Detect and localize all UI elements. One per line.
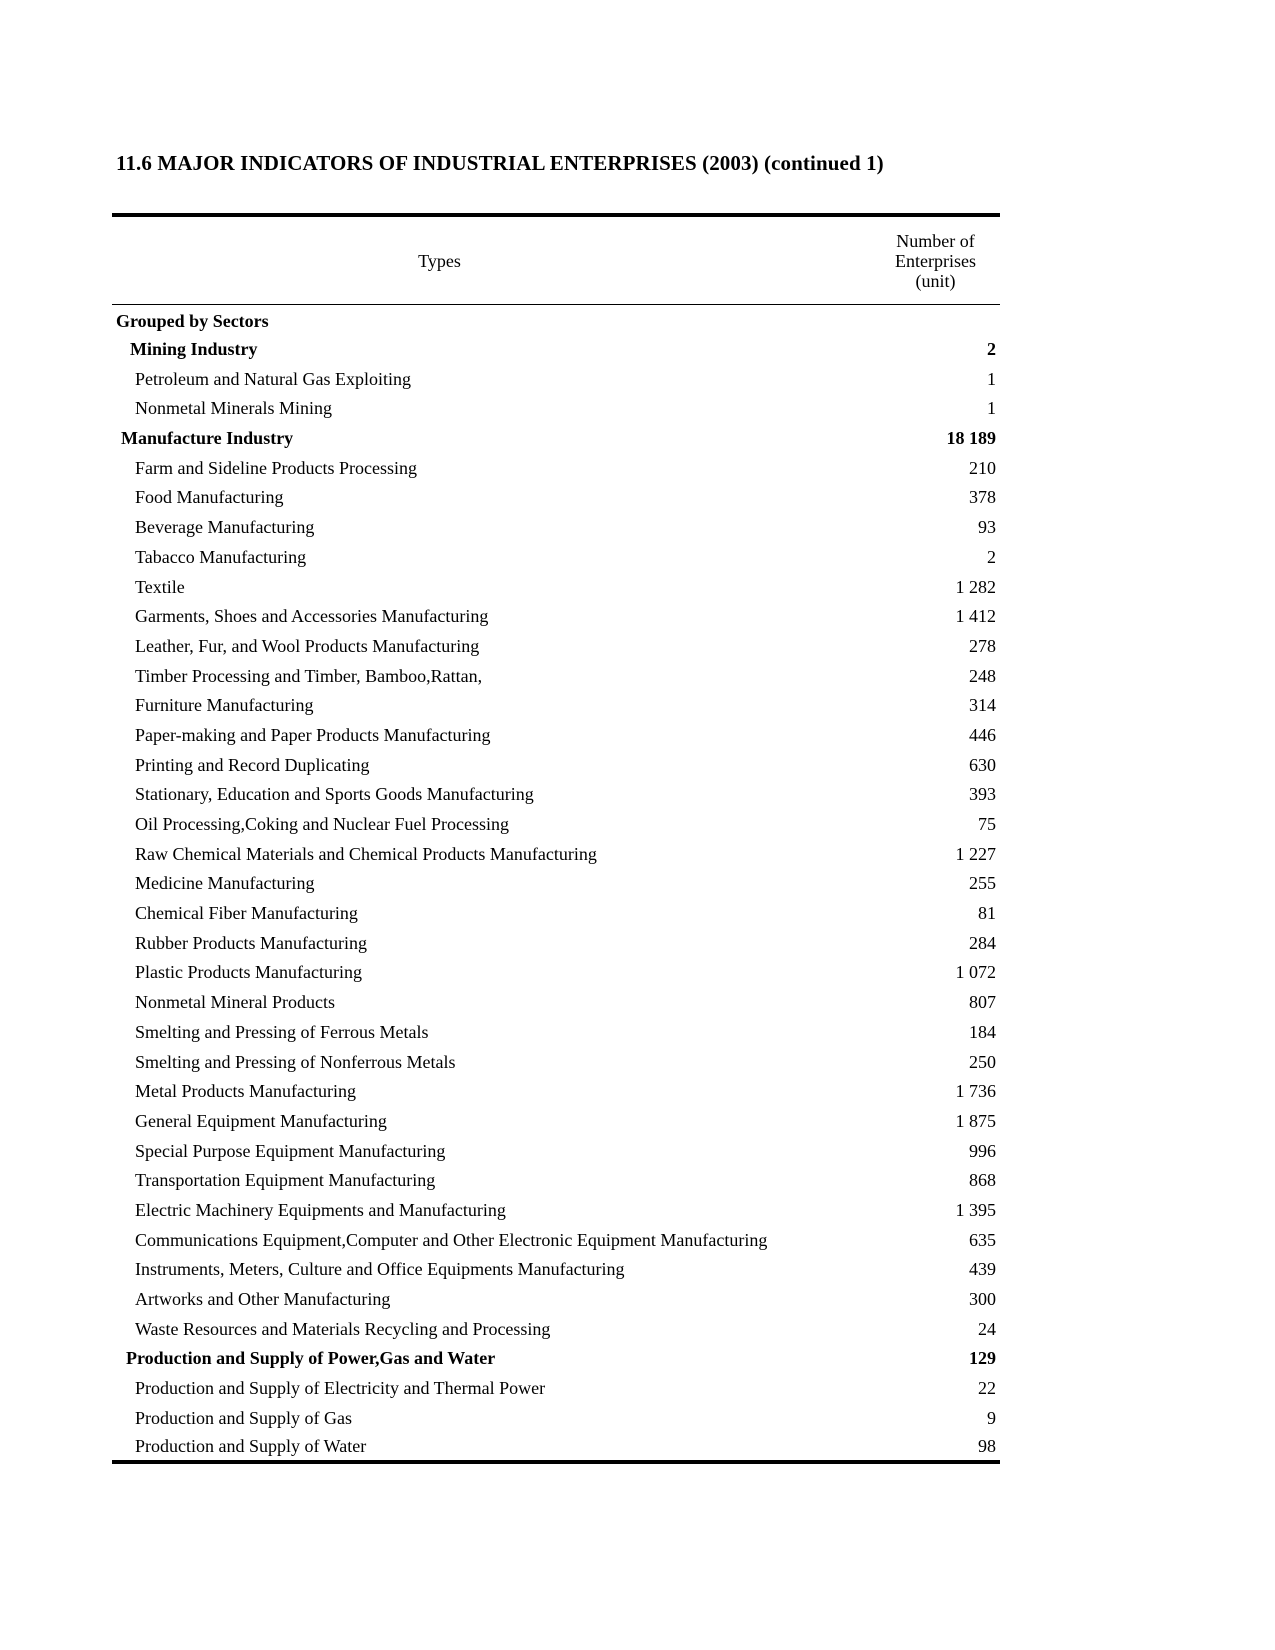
row-value: 630 bbox=[969, 754, 996, 775]
column-header-types: Types bbox=[418, 250, 461, 271]
row-label: Beverage Manufacturing bbox=[135, 517, 315, 538]
row-label: General Equipment Manufacturing bbox=[135, 1110, 387, 1131]
row-value: 255 bbox=[969, 873, 996, 894]
table-row bbox=[112, 631, 1000, 661]
table-row bbox=[112, 1255, 1000, 1285]
table-row bbox=[112, 1017, 1000, 1047]
table-row bbox=[112, 898, 1000, 928]
row-value: 2 bbox=[987, 546, 996, 567]
table-row bbox=[112, 1225, 1000, 1255]
table-row bbox=[112, 1373, 1000, 1403]
row-value: 98 bbox=[978, 1436, 996, 1457]
table-group-row bbox=[112, 334, 1000, 364]
column-header-line: Number of bbox=[896, 230, 975, 251]
row-label: Grouped by Sectors bbox=[116, 310, 269, 331]
row-label: Farm and Sideline Products Processing bbox=[135, 457, 417, 478]
row-label: Production and Supply of Gas bbox=[135, 1407, 352, 1428]
row-label: Furniture Manufacturing bbox=[135, 695, 314, 716]
table-row bbox=[112, 869, 1000, 899]
row-value: 996 bbox=[969, 1140, 996, 1161]
row-value: 807 bbox=[969, 992, 996, 1013]
table-row bbox=[112, 512, 1000, 542]
row-label: Plastic Products Manufacturing bbox=[135, 962, 362, 983]
column-header-enterprises bbox=[867, 215, 1000, 305]
row-label: Timber Processing and Timber, Bamboo,Rattan, bbox=[135, 665, 483, 686]
row-label: Special Purpose Equipment Manufacturing bbox=[135, 1140, 446, 1161]
table-row bbox=[112, 364, 1000, 394]
table-row bbox=[112, 839, 1000, 869]
table-row bbox=[112, 987, 1000, 1017]
row-label: Mining Industry bbox=[130, 339, 258, 360]
table-row bbox=[112, 750, 1000, 780]
table-row bbox=[112, 542, 1000, 572]
row-label: Metal Products Manufacturing bbox=[135, 1081, 356, 1102]
row-value: 250 bbox=[969, 1051, 996, 1072]
row-label: Chemical Fiber Manufacturing bbox=[135, 903, 358, 924]
row-value: 1 412 bbox=[955, 606, 996, 627]
row-value: 868 bbox=[969, 1170, 996, 1191]
row-label: Production and Supply of Electricity and Thermal Power bbox=[135, 1378, 546, 1399]
row-label: Nonmetal Mineral Products bbox=[135, 992, 335, 1013]
row-label: Transportation Equipment Manufacturing bbox=[135, 1170, 436, 1191]
row-label: Food Manufacturing bbox=[135, 487, 284, 508]
row-label: Nonmetal Minerals Mining bbox=[135, 398, 332, 419]
row-value: 1 072 bbox=[955, 962, 996, 983]
table-row bbox=[112, 661, 1000, 691]
row-label: Manufacture Industry bbox=[121, 428, 294, 449]
column-header-line: Enterprises bbox=[895, 250, 976, 271]
row-value: 1 bbox=[987, 368, 996, 389]
row-value: 1 282 bbox=[955, 576, 996, 597]
row-value: 439 bbox=[969, 1259, 996, 1280]
row-value: 75 bbox=[978, 814, 996, 835]
row-label: Instruments, Meters, Culture and Office Equipments Manufacturing bbox=[135, 1259, 625, 1280]
row-label: Production and Supply of Water bbox=[135, 1436, 367, 1457]
table-row bbox=[112, 1403, 1000, 1433]
table-row bbox=[112, 1136, 1000, 1166]
row-value bbox=[867, 305, 1000, 335]
row-label: Petroleum and Natural Gas Exploiting bbox=[135, 368, 411, 389]
row-value: 378 bbox=[969, 487, 996, 508]
row-value: 129 bbox=[969, 1348, 996, 1369]
row-value: 210 bbox=[969, 457, 996, 478]
table-row bbox=[112, 601, 1000, 631]
row-value: 1 bbox=[987, 398, 996, 419]
row-label: Medicine Manufacturing bbox=[135, 873, 315, 894]
table-group-row bbox=[112, 305, 1000, 335]
row-label: Production and Supply of Power,Gas and Water bbox=[126, 1348, 496, 1369]
row-label: Raw Chemical Materials and Chemical Products Manufacturing bbox=[135, 843, 597, 864]
row-value: 1 227 bbox=[955, 843, 996, 864]
row-value: 446 bbox=[969, 724, 996, 745]
table-row bbox=[112, 928, 1000, 958]
row-label: Oil Processing,Coking and Nuclear Fuel Processing bbox=[135, 814, 509, 835]
row-value: 393 bbox=[969, 784, 996, 805]
row-label: Stationary, Education and Sports Goods Manufacturing bbox=[135, 784, 534, 805]
column-header-line: (unit) bbox=[915, 270, 956, 291]
row-value: 2 bbox=[987, 339, 996, 360]
table-row bbox=[112, 1076, 1000, 1106]
row-value: 1 395 bbox=[955, 1199, 996, 1220]
row-value: 284 bbox=[969, 932, 996, 953]
row-value: 635 bbox=[969, 1229, 996, 1250]
table-row bbox=[112, 690, 1000, 720]
row-value: 1 875 bbox=[955, 1110, 996, 1131]
table-row bbox=[112, 958, 1000, 988]
table-row bbox=[112, 1165, 1000, 1195]
row-value: 18 189 bbox=[946, 428, 996, 449]
row-value: 93 bbox=[978, 517, 996, 538]
row-value: 1 736 bbox=[955, 1081, 996, 1102]
row-label: Printing and Record Duplicating bbox=[135, 754, 370, 775]
row-label: Waste Resources and Materials Recycling and Processing bbox=[135, 1318, 551, 1339]
row-label: Communications Equipment,Computer and Other Electronic Equipment Manufacturing bbox=[135, 1229, 768, 1250]
row-label: Artworks and Other Manufacturing bbox=[135, 1289, 391, 1310]
table-row bbox=[112, 483, 1000, 513]
row-label: Smelting and Pressing of Ferrous Metals bbox=[135, 1021, 429, 1042]
row-value: 184 bbox=[969, 1021, 996, 1042]
row-value: 300 bbox=[969, 1289, 996, 1310]
row-label: Smelting and Pressing of Nonferrous Metals bbox=[135, 1051, 456, 1072]
table-row bbox=[112, 720, 1000, 750]
row-label: Leather, Fur, and Wool Products Manufacturing bbox=[135, 635, 480, 656]
table-row bbox=[112, 572, 1000, 602]
row-value: 9 bbox=[987, 1407, 996, 1428]
table-row bbox=[112, 1106, 1000, 1136]
page-title: 11.6 MAJOR INDICATORS OF INDUSTRIAL ENTERPRISES (2003) (continued 1) bbox=[116, 151, 884, 175]
table-row bbox=[112, 809, 1000, 839]
row-value: 24 bbox=[978, 1318, 996, 1339]
table-row bbox=[112, 1433, 1000, 1463]
table-header bbox=[112, 215, 1000, 305]
row-value: 314 bbox=[969, 695, 996, 716]
table-row bbox=[112, 453, 1000, 483]
row-label: Rubber Products Manufacturing bbox=[135, 932, 367, 953]
table-row bbox=[112, 1195, 1000, 1225]
row-value: 22 bbox=[978, 1378, 996, 1399]
row-label: Garments, Shoes and Accessories Manufacturing bbox=[135, 606, 489, 627]
table-row bbox=[112, 1314, 1000, 1344]
table-group-row bbox=[112, 1344, 1000, 1374]
row-label: Electric Machinery Equipments and Manufacturing bbox=[135, 1199, 506, 1220]
table-row bbox=[112, 394, 1000, 424]
row-value: 81 bbox=[978, 903, 996, 924]
table-group-row bbox=[112, 423, 1000, 453]
indicators-table bbox=[112, 213, 1000, 1464]
table-row bbox=[112, 780, 1000, 810]
table-row bbox=[112, 1284, 1000, 1314]
table-body bbox=[112, 305, 1000, 1463]
row-value: 278 bbox=[969, 635, 996, 656]
table-row bbox=[112, 1047, 1000, 1077]
row-label: Paper-making and Paper Products Manufacturing bbox=[135, 724, 491, 745]
row-label: Textile bbox=[135, 576, 185, 597]
row-label: Tabacco Manufacturing bbox=[135, 546, 307, 567]
table-header-row bbox=[112, 215, 1000, 305]
row-value: 248 bbox=[969, 665, 996, 686]
